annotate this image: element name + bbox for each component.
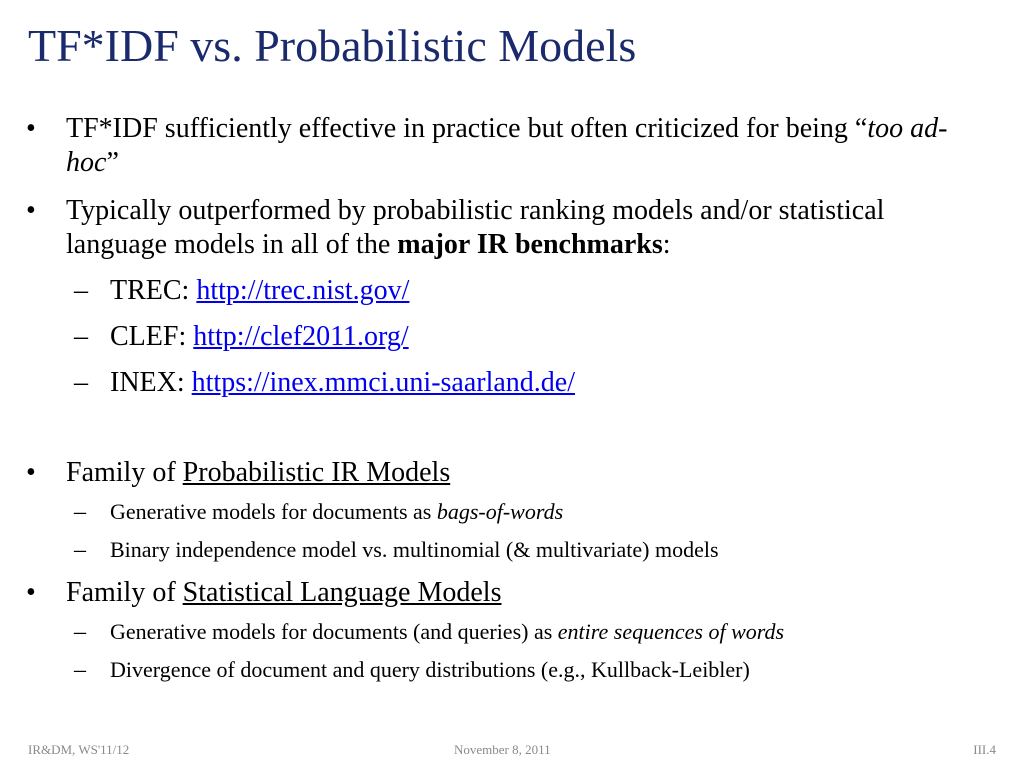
sub-bullet-text: Generative models for documents (and queries) as [110, 619, 558, 644]
bullet-text: Typically outperformed by probabilistic ranking models and/or statistical language models in all of the [66, 195, 885, 260]
benchmark-label: CLEF: [110, 321, 194, 352]
bullet-text-bold: major IR benchmarks [397, 229, 663, 260]
bullet-dot-icon: • [26, 113, 36, 144]
bullet-text: Family of [66, 577, 183, 608]
bullet-outperformed [26, 194, 966, 262]
sub-bullet-trec [74, 274, 990, 308]
bullet-text-underlined: Statistical Language Models [182, 577, 502, 608]
footer-date: November 8, 2011 [454, 742, 551, 757]
sub-bullet-entire-sequences [74, 618, 990, 646]
bullet-probabilistic-family [26, 456, 966, 490]
dash-icon: – [74, 537, 86, 563]
bullet-text: Family of [66, 457, 183, 488]
bullet-text: : [662, 229, 671, 260]
trec-link[interactable]: http://trec.nist.gov/ [196, 275, 410, 306]
sub-bullet-divergence [74, 656, 990, 684]
dash-icon: – [74, 367, 88, 398]
bullet-text-underlined: Probabilistic IR Models [182, 457, 451, 488]
benchmark-label: TREC: [110, 275, 197, 306]
clef-link[interactable]: http://clef2011.org/ [193, 321, 409, 352]
dash-icon: – [74, 657, 86, 683]
bullet-text: ” [106, 147, 119, 178]
sub-bullet-inex [74, 366, 990, 400]
bullet-dot-icon: • [26, 457, 36, 488]
bullet-dot-icon: • [26, 577, 36, 608]
sub-bullet-text: Generative models for documents as [110, 499, 437, 524]
dash-icon: – [74, 275, 88, 306]
bullet-text: TF*IDF sufficiently effective in practice but often criticized for being “ [66, 113, 868, 144]
dash-icon: – [74, 619, 86, 645]
dash-icon: – [74, 499, 86, 525]
slide-title: TF*IDF vs. Probabilistic Models [28, 20, 637, 71]
bullet-text-italic: too ad-hoc [66, 113, 948, 178]
bullet-tfidf-effective [26, 112, 966, 180]
bullet-language-model-family [26, 576, 966, 610]
footer-slide-number: III.4 [973, 742, 996, 757]
sub-bullet-text-italic: bags-of-words [436, 499, 564, 524]
dash-icon: – [74, 321, 88, 352]
sub-bullet-text: Divergence of document and query distributions (e.g., Kullback-Leibler) [110, 657, 750, 682]
sub-bullet-text-italic: entire sequences of words [557, 619, 785, 644]
footer-course: IR&DM, WS'11/12 [28, 742, 130, 757]
sub-bullet-binary-independence [74, 536, 990, 564]
inex-link[interactable]: https://inex.mmci.uni-saarland.de/ [191, 367, 576, 398]
bullet-dot-icon: • [26, 195, 36, 226]
sub-bullet-bags-of-words [74, 498, 990, 526]
sub-bullet-clef [74, 320, 990, 354]
sub-bullet-text: Binary independence model vs. multinomial (& multivariate) models [110, 537, 719, 562]
benchmark-label: INEX: [110, 367, 192, 398]
